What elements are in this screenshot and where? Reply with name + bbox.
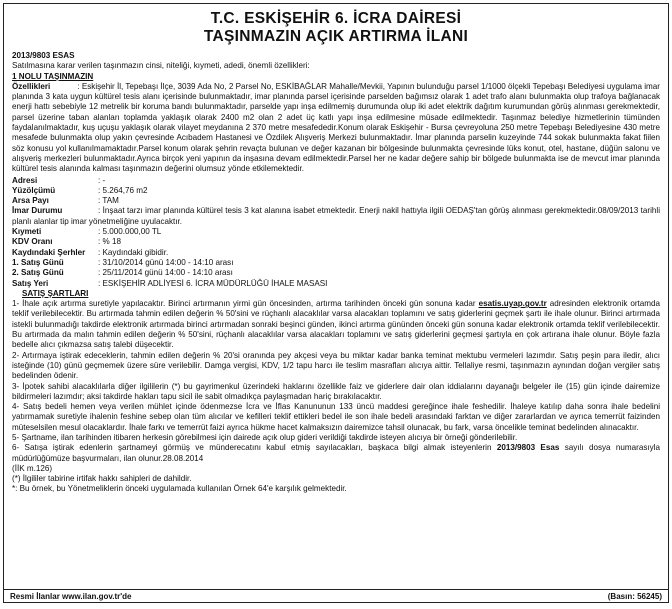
footer-press-code: (Basın: 56245) (607, 592, 662, 601)
conditions-heading: SATIŞ ŞARTLARI (22, 288, 89, 298)
footer-bar (4, 589, 668, 602)
features-label: Özellikleri (12, 81, 51, 91)
field-share: Arsa Payı : TAM (12, 196, 119, 206)
field-annotations: Kaydındaki Şerhler : Kaydındaki gibidir. (12, 247, 169, 257)
footer-source: Resmi İlanlar www.ilan.gov.tr'de (10, 592, 132, 601)
file-reference: 2013/9803 Esas (496, 443, 560, 453)
esatis-link[interactable]: esatis.uyap.gov.tr (478, 299, 547, 309)
file-number: 2013/9803 ESAS (12, 51, 75, 60)
field-area: Yüzölçümü : 5.264,76 m2 (12, 185, 148, 195)
property-heading: 1 NOLU TAŞINMAZIN (12, 71, 94, 81)
property-fields (12, 176, 660, 289)
field-zoning: İmar Durumu : İnşaat tarzı imar planında kültürel tesis 3 kat alanına isabet etmektedir. Enerji nakil hattıyla ilgili OEDAŞ'tan görüş alınması gerekmektedir.08/09/2013 tarihli planlı alanlar tip imar yönetmeliğine uyulacaktır. (12, 206, 660, 226)
condition-3: 3- İpotek sahibi alacaklılarla diğer ilgililerin (*) bu gayrimenkul üzerindeki haklarını özellikle faiz ve giderlere dair olan iddialarını dayanağı belgeler ile (15) gün içinde dairemize bildirmeleri lazımdır; aksi takdirde hakları tapu sicil ile sabit olmadıkça paylaşmadan hariç bırakılacaktır. (12, 381, 660, 401)
auction-notice (3, 3, 669, 603)
condition-6: 6- Satışa iştirak edenlerin şartnameyi görmüş ve münderecatını kabul etmiş sayılacakları, başkaca bilgi almak isteyenlerin 2013/9803 Esas sayılı dosya numarasıyla müdürlüğümüze başvurmaları, ilan olunur.28.08.2014 (12, 443, 660, 463)
condition-2: 2- Artırmaya iştirak edeceklerin, tahmin edilen değerin % 20'si oranında pey akçesi veya bu miktar kadar banka teminat mektubu vermeleri lazımdır. Satış peşin para iledir, alıcı isteğinde (10) günü geçmemek üzere süre verilebilir. Damga vergisi, KDV, 1/2 tapu harcı ile teslim masrafları alıcıya aittir. Tellaliye resmi, taşınmazın aynından doğan vergiler satış bedelinden ödenir. (12, 350, 660, 381)
note-2: *: Bu örnek, bu Yönetmeliklerin önceki uygulamada kullanılan Örnek 64'e karşılık gelmektedir. (12, 484, 347, 494)
field-sale-day-2: 2. Satış Günü : 25/11/2014 günü 14:00 - 14:10 arası (12, 268, 233, 278)
field-sale-place: Satış Yeri : ESKİŞEHİR ADLİYESİ 6. İCRA MÜDÜRLÜĞÜ İHALE MASASI (12, 278, 328, 288)
intro-text: Satılmasına karar verilen taşınmazın cinsi, niteliği, kıymeti, adedi, önemli özellikleri: (12, 61, 310, 71)
field-value: Kıymeti : 5.000.000,00 TL (12, 227, 162, 237)
office-title: T.C. ESKİŞEHİR 6. İCRA DAİRESİ (210, 10, 462, 27)
condition-4: 4- Satış bedeli hemen veya verilen mühlet içinde ödenmezse İcra ve İflas Kanununun 133 üncü maddesi gereğince ihale feshedilir. İhaleye katılıp daha sonra ihale bedelini yatırmamak suretiyle ihalenin feshine sebep olan tüm alıcılar ve kefilleri teklif ettikleri bedel ile son ihale bedeli arasındaki farktan ve diğer zararlardan ve ayrıca temerrüt faizinden müteselsilen mesul olacaklardır. İhale farkı ve temerrüt faizi ayrıca hükme hacet kalmaksızın dairemizce tahsil olunacak, bu fark, varsa öncelikle teminat bedelinden alınacaktır. (12, 402, 660, 432)
condition-1: 1- İhale açık artırma suretiyle yapılacaktır. Birinci artırmanın yirmi gün öncesinden, artırma tarihinden önceki gün sonuna kadar esatis.uyap.gov.tr adresinden elektronik ortamda teklif verilebilecektir. Bu artırmada tahmin edilen değerin % 50'sini ve rüçhanlı alacaklılar varsa alacakları toplamını ve satış giderlerini geçmek şartı ile ihale olunur. Birinci artırmada istekli bulunmadığı takdirde elektronik artırmada birinci artırmadan sonraki beşinci günden, ikinci artırma gününden önceki gün sonuna kadar elektronik ortamda teklif verilebilecektir. Bu artırmada da malın tahmin edilen değerin % 50'sini, rüçhanlı alacaklılar varsa alacakları toplamını ve satış giderlerini geçmesi şartıyla en çok artırana ihale olunur. Böyle fazla bedelle alıcı çıkmazsa satış talebi düşecektir. (12, 299, 661, 350)
condition-5: 5- Şartname, ilan tarihinden itibaren herkesin görebilmesi için dairede açık olup gideri verildiği takdirde isteyen alıcıya bir örneği gönderilebilir. (12, 432, 518, 442)
notice-title: TAŞINMAZIN AÇIK ARTIRMA İLANI (203, 28, 469, 45)
features-paragraph (12, 82, 660, 175)
field-sale-day-1: 1. Satış Günü : 31/10/2014 günü 14:00 - 14:10 arası (12, 257, 234, 267)
field-vat: KDV Oranı : % 18 (12, 237, 121, 247)
field-address: Adresi : - (12, 175, 106, 185)
note-1: (*) İlgililer tabirine irtifak hakkı sahipleri de dahildir. (12, 474, 192, 484)
article-reference: (İİK m.126) (12, 463, 53, 473)
features-text: : Eskişehir İl, Tepebaşı İlçe, 3039 Ada No, 2 Parsel No, ESKİBAĞLAR Mahalle/Mevkii, Yapının bulunduğu parsel 1/1000 ölçekli Tepebaşı Belediyesi uygulama imar planında 3 kata uygun kültürel tesis alanı içerisinde bulunmaktadır, imar planında parsel içerisinde parselden bağımsız olarak 1 adet trafo alanı bulunmakta olup trafoya bağlanacak enerji hattı sebebiyle 12 metrelik bir koruma bandı bulunmaktadır, parselde yapı inşa edilmemiş durumunda olup iki adet elektrik dağıtım kurumundan görüş alınması gerekmektedir, parsel üzerine taban alanları toplamda yaklaşık olarak 2400 m2 olan 2 adet üç katlı yapı inşa edilmesine müsade edilmektedir. Taşınmaz belediye hizmetlerinin tümünden faydalanılmaktadır, kuş uçuşu yaklaşık olarak vilayet meydanına 2 370 metre mesafededir.Konum olarak Eskişehir - Bursa çevreyoluna 250 metre Tepebaşı Belediyesine 430 metre mesafede bulunmakta olup yakın çevresinde Acıbadem Hastanesi ve Özdilek Alışveriş Merkezi bulunmaktadır. İmar planında parselin kuzeyinde 744 sokak bulunmakta fakat fiilen söz konusu yol kullanılmamaktadır.Parsel konum olarak şehrin revaçta bulunan ve değer kazanan bir bölgesinde bulunmakta çevresinde lüks konut, otel, hastane, düğün salonu ve alışveriş merkezleri bulunmaktadır.Ayrıca birçok yeni yapının da inşasına devam edilmektedir.Parsel her ne kadar değere sahip bir bölgede bulunmakta ise de mevcut imar planında kültürel tesis alanında kalması taşınmazın değerini olumsuz yönde etkilemektedir. (12, 81, 660, 174)
